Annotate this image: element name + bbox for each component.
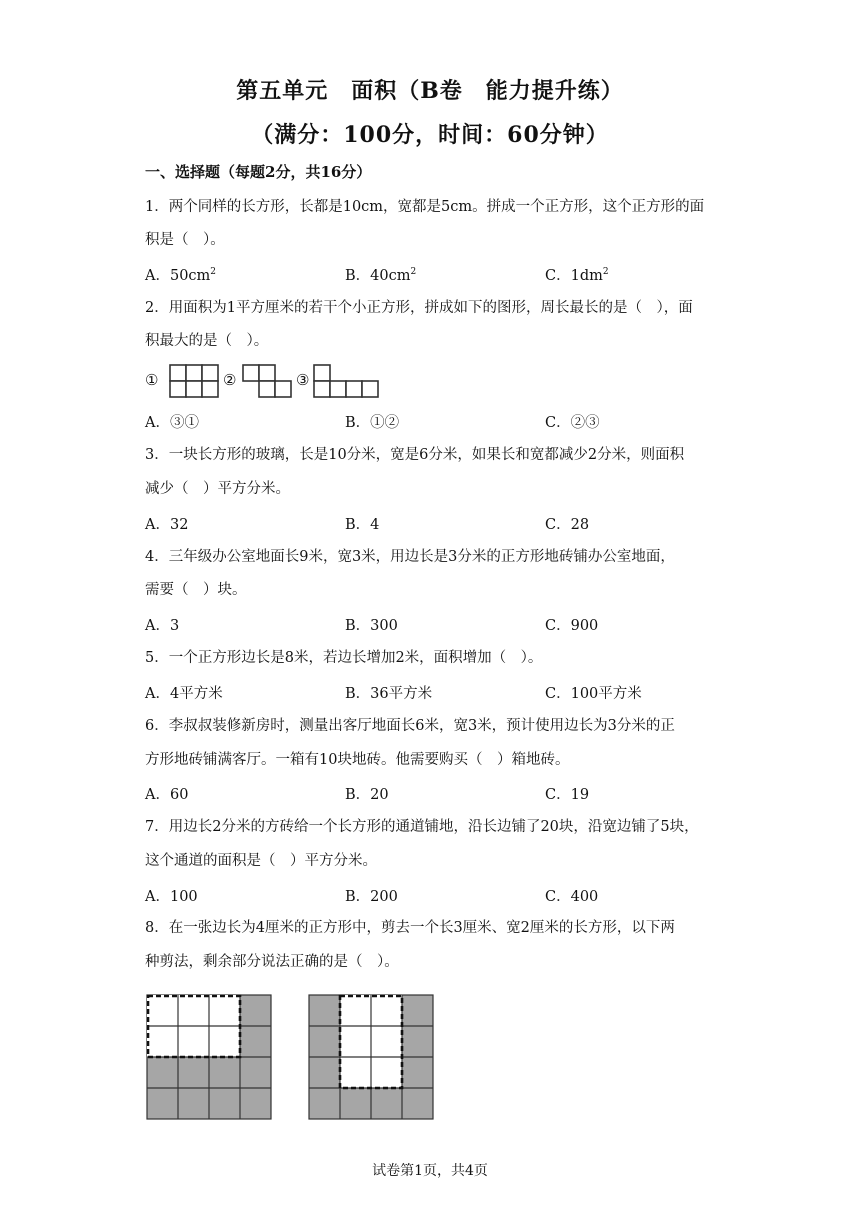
- question-4-option-a: A．3: [145, 618, 180, 634]
- question-2-line-2: 积最大的是（ ）。: [145, 333, 269, 349]
- question-7-option-b: B．200: [345, 889, 398, 905]
- question-4-option-b: B．300: [345, 618, 398, 634]
- figure-label-1: ①: [145, 371, 159, 389]
- question-1-option-c: C．$1dm^2$: [545, 267, 609, 284]
- question-4-option-c: C．900: [545, 618, 599, 634]
- figure-shape-1: [169, 364, 221, 399]
- question-5-line-1: 5．一个正方形边长是8米，若边长增加2米，面积增加（ ）。: [145, 650, 543, 666]
- question-3-option-b: B．4: [345, 517, 380, 533]
- question-7-line-2: 这个通道的面积是（ ）平方分米。: [145, 853, 377, 869]
- cut-figure-2: [308, 994, 436, 1122]
- figure-shape-2: [242, 364, 294, 400]
- question-6-option-c: C．19: [545, 787, 590, 803]
- question-6-option-a: A．60: [145, 787, 189, 803]
- page-subtitle: （满分：100分，时间：60分钟）: [251, 122, 609, 148]
- question-2-option-b: B．①②: [345, 415, 400, 431]
- question-3-option-c: C．28: [545, 517, 590, 533]
- page-title: 第五单元 面积（B卷 能力提升练）: [236, 78, 624, 104]
- question-3-option-a: A．32: [145, 517, 189, 533]
- page-footer: 试卷第1页，共4页: [372, 1163, 488, 1179]
- question-6-line-2: 方形地砖铺满客厅。一箱有10块地砖。他需要购买（ ）箱地砖。: [145, 752, 570, 768]
- question-1-line-2: 积是（ ）。: [145, 232, 225, 248]
- question-8-line-1: 8．在一张边长为4厘米的正方形中，剪去一个长3厘米、宽2厘米的长方形，以下两: [145, 920, 675, 936]
- question-5-option-c: C．100平方米: [545, 686, 642, 702]
- question-4-line-2: 需要（ ）块。: [145, 582, 247, 598]
- question-3-line-1: 3．一块长方形的玻璃，长是10分米，宽是6分米，如果长和宽都减少2分米，则面积: [145, 447, 685, 463]
- question-6-line-1: 6．李叔叔装修新房时，测量出客厅地面长6米，宽3米，预计使用边长为3分米的正: [145, 718, 675, 734]
- figure-label-3: ③: [296, 371, 310, 389]
- question-7-option-c: C．400: [545, 889, 599, 905]
- question-4-line-1: 4．三年级办公室地面长9米，宽3米，用边长是3分米的正方形地砖铺办公室地面，: [145, 549, 675, 565]
- question-2-option-c: C．②③: [545, 415, 600, 431]
- question-5-option-b: B．36平方米: [345, 686, 433, 702]
- question-7-option-a: A．100: [145, 889, 198, 905]
- question-6-option-b: B．20: [345, 787, 389, 803]
- section-heading: 一、选择题（每题2分，共16分）: [145, 163, 372, 181]
- question-8-line-2: 种剪法，剩余部分说法正确的是（ ）。: [145, 954, 399, 970]
- question-1-option-a: A．$50cm^2$: [145, 267, 217, 284]
- figure-label-2: ②: [223, 371, 237, 389]
- cut-figure-1: [146, 994, 274, 1122]
- question-2-option-a: A．③①: [145, 415, 199, 431]
- figure-shape-3: [313, 364, 383, 400]
- question-5-option-a: A．4平方米: [145, 686, 223, 702]
- question-7-line-1: 7．用边长2分米的方砖给一个长方形的通道铺地，沿长边铺了20块，沿宽边铺了5块，: [145, 819, 699, 835]
- question-2-line-1: 2．用面积为1平方厘米的若干个小正方形，拼成如下的图形，周长最长的是（ ），面: [145, 300, 693, 316]
- question-3-line-2: 减少（ ）平方分米。: [145, 481, 290, 497]
- question-1-option-b: B．$40cm^2$: [345, 267, 417, 284]
- question-1-line-1: 1．两个同样的长方形，长都是10cm，宽都是5cm。拼成一个正方形，这个正方形的面: [145, 199, 705, 215]
